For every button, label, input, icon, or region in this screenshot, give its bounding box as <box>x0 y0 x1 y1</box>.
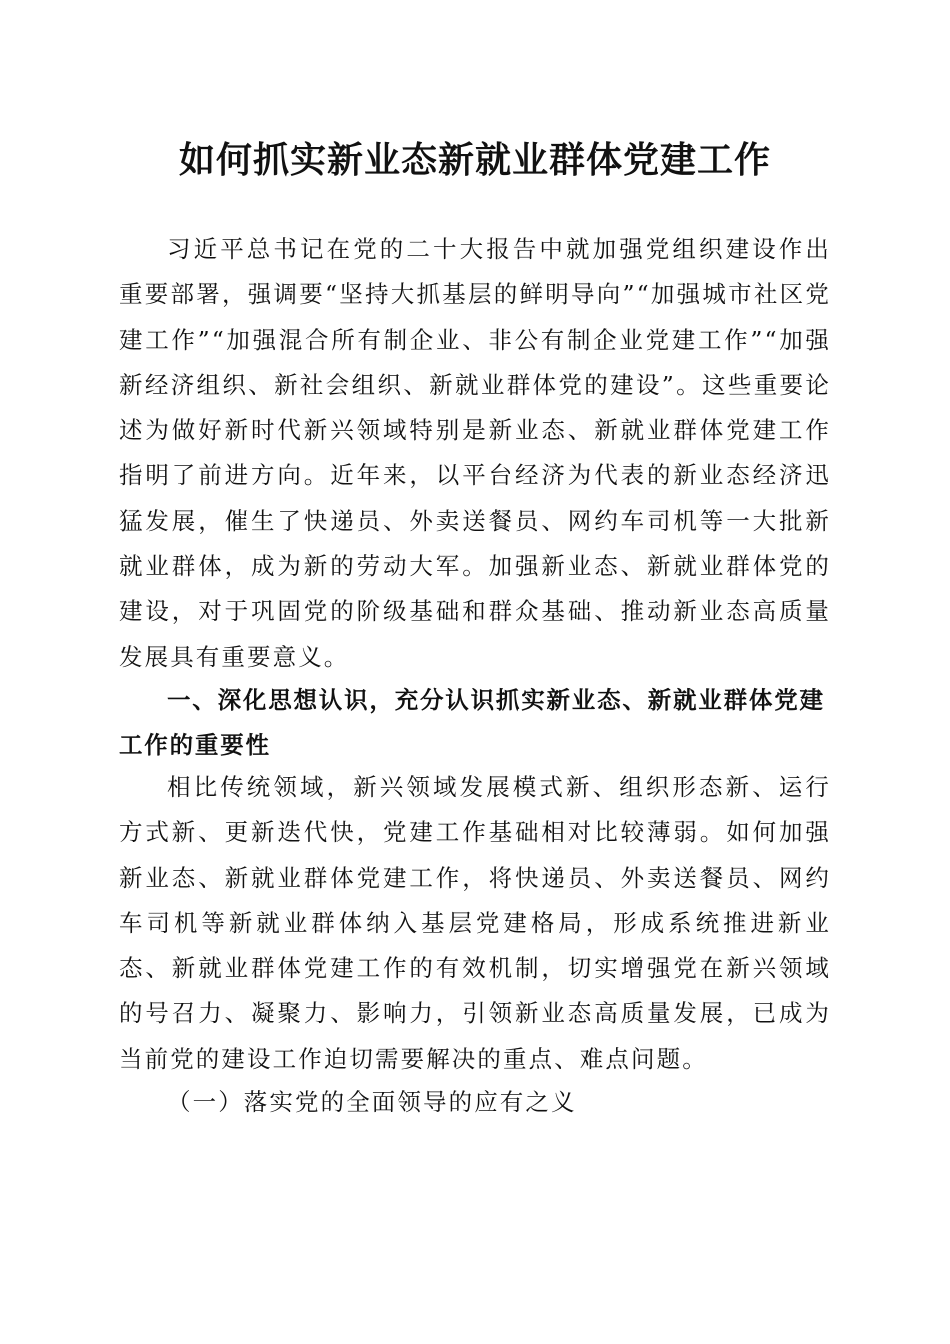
intro-paragraph: 习近平总书记在党的二十大报告中就加强党组织建设作出重要部署，强调要“坚持大抓基层的鲜明导向”“加强城市社区党建工作”“加强混合所有制企业、非公有制企业党建工作”“加强新经济组织、新社会组织、新就业群体党的建设”。这些重要论述为做好新时代新兴领域特别是新业态、新就业群体党建工作指明了前进方向。近年来，以平台经济为代表的新业态经济迅猛发展，催生了快递员、外卖送餐员、网约车司机等一大批新就业群体，成为新的劳动大军。加强新业态、新就业群体党的建设，对于巩固党的阶级基础和群众基础、推动新业态高质量发展具有重要意义。 <box>119 235 831 671</box>
subsection-heading-1: （一）落实党的全面领导的应有之义 <box>167 1088 577 1116</box>
document-title: 如何抓实新业态新就业群体党建工作 <box>178 139 771 181</box>
section-1-paragraph: 相比传统领域，新兴领域发展模式新、组织形态新、运行方式新、更新迭代快，党建工作基础相对比较薄弱。如何加强新业态、新就业群体党建工作，将快递员、外卖送餐员、网约车司机等新就业群体纳入基层党建格局，形成系统推进新业态、新就业群体党建工作的有效机制，切实增强党在新兴领域的号召力、凝聚力、影响力，引领新业态高质量发展，已成为当前党的建设工作迫切需要解决的重点、难点问题。 <box>119 773 831 1073</box>
section-heading-1: 一、深化思想认识，充分认识抓实新业态、新就业群体党建工作的重要性 <box>119 686 825 760</box>
